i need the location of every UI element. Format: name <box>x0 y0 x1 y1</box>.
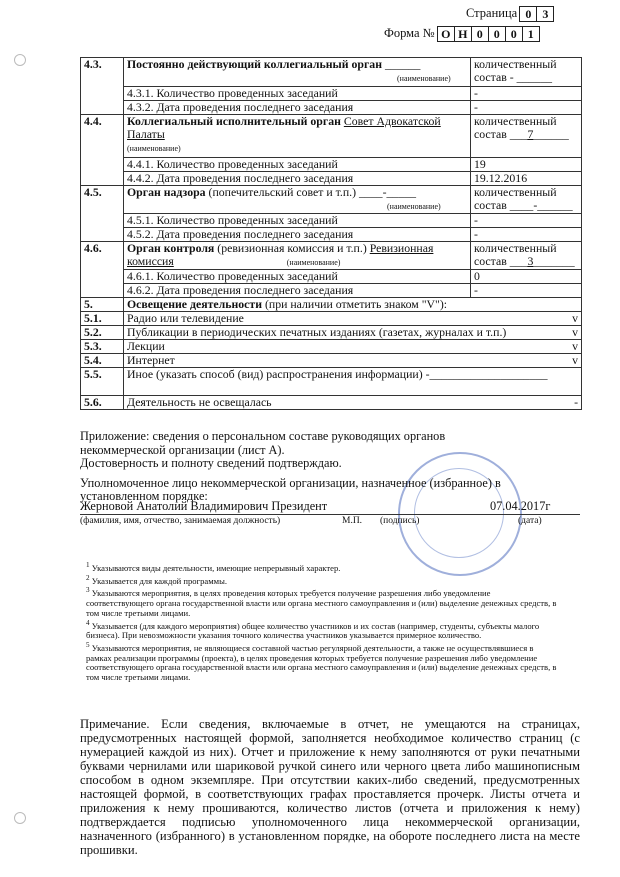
org-cell: Постоянно действующий коллегиальный орган ______ (наименование) <box>124 58 471 87</box>
table-row <box>81 186 582 214</box>
org-title-note: (попечительский совет и т.п.) <box>208 185 357 199</box>
footnote-text: Указываются виды деятельности, имеющие непрерывный характер. <box>91 562 341 573</box>
section-title: Освещение деятельности <box>127 297 262 311</box>
footnote-marker: 1 <box>86 561 90 569</box>
org-title: Орган надзора <box>127 185 206 199</box>
sub-value: - <box>471 214 582 228</box>
page-digit: 3 <box>536 6 554 22</box>
signature-caption: (подпись) <box>380 515 420 526</box>
media-label: Публикации в периодических печатных изданиях (газетах, журналах и т.п.) <box>127 325 507 339</box>
sub-value: 19.12.2016 <box>471 172 582 186</box>
row-number: 5.6. <box>81 396 124 410</box>
field-hint: (наименование) <box>127 144 181 153</box>
sub-item: 4.5.1. Количество проведенных заседаний <box>124 214 471 228</box>
table-row <box>81 298 582 312</box>
sub-item: 4.3.1. Количество проведенных заседаний <box>124 87 471 101</box>
field-hint: (наименование) <box>397 74 451 83</box>
governance-table <box>80 57 582 410</box>
row-number: 5.2. <box>81 326 124 340</box>
name-caption: (фамилия, имя, отчество, занимаемая должность) <box>80 515 281 526</box>
field-hint: (наименование) <box>387 202 441 211</box>
footnote-marker: 3 <box>86 586 90 595</box>
sub-item: 4.4.2. Дата проведения последнего заседания <box>124 172 471 186</box>
row-number: 5. <box>81 298 124 312</box>
media-cell <box>124 326 582 340</box>
section-cell <box>124 298 582 312</box>
signer-name: Жерновой Анатолий Владимирович Президент <box>80 499 328 513</box>
media-label: Иное (указать способ (вид) распространения информации) <box>127 367 423 381</box>
table-row <box>81 228 582 242</box>
media-cell <box>124 396 582 410</box>
org-name-value: Ревизионная комиссия <box>127 241 434 268</box>
footnote-marker: 4 <box>86 618 90 627</box>
count-label: количественный <box>474 114 557 128</box>
table-row <box>81 368 582 396</box>
table-row <box>81 326 582 340</box>
footnote <box>86 574 560 587</box>
authorized-person-text: установленном порядке: <box>80 489 208 503</box>
sub-item: 4.5.2. Дата проведения последнего заседания <box>124 228 471 242</box>
row-number: 5.5. <box>81 368 124 396</box>
page-digit: 0 <box>519 6 537 22</box>
seal-caption: М.П. <box>342 515 363 526</box>
media-label: Лекции <box>127 339 165 353</box>
count-value: - <box>533 198 538 212</box>
org-title: Постоянно действующий коллегиальный орган <box>127 57 382 71</box>
footnote-text: Указывается для каждой программы. <box>91 575 228 586</box>
sub-value: - <box>471 101 582 115</box>
signature-line <box>80 500 580 527</box>
org-title: Орган контроля <box>127 241 215 255</box>
org-name-value: Совет Адвокатской Палаты <box>127 114 441 141</box>
table-row <box>81 312 582 326</box>
page-label: Страница <box>466 6 518 20</box>
footnote-marker: 2 <box>86 573 90 582</box>
table-row <box>81 284 582 298</box>
form-digit: 0 <box>505 26 523 42</box>
section-note: (при наличии отметить знаком "V"): <box>264 297 448 311</box>
table-row <box>81 354 582 368</box>
table-row <box>81 87 582 101</box>
media-label: Интернет <box>127 353 175 367</box>
table-row <box>81 115 582 158</box>
footnote <box>86 619 560 641</box>
table-row <box>81 101 582 115</box>
count-cell: количественный состав ___3_______ <box>471 242 582 270</box>
sub-value: - <box>471 284 582 298</box>
check-mark: v <box>572 325 578 339</box>
punch-hole <box>14 54 26 66</box>
count-label: состав <box>474 198 507 212</box>
count-value: 3 <box>527 254 534 268</box>
footnote-text: Указываются мероприятия, не являющиеся составной частью регулярной деятельности, а также не осуществлявшиеся в рамках реализации программы (проекта), в целях проведения которых требуется получение разрешения либо уведомление соответствующего органа государственной власти или органа местного самоуправления и (или) выделение денежных средств, в том числе третьими лицами. <box>86 642 557 683</box>
date-caption: (дата) <box>518 515 542 526</box>
count-label: количественный <box>474 185 557 199</box>
sub-value: 0 <box>471 270 582 284</box>
media-cell <box>124 312 582 326</box>
row-number: 5.1. <box>81 312 124 326</box>
count-value: 7 <box>527 127 534 141</box>
check-mark: - <box>574 395 578 409</box>
field-hint: (наименование) <box>286 258 341 267</box>
page-number <box>466 6 554 22</box>
remark-paragraph: Примечание. Если сведения, включаемые в отчет, не умещаются на страницах, предусмотренных настоящей формой, заполняется необходимое количество страниц (с нумерацией каждой из них). Отчет и приложение к нему заполняются от руки печатными буквами чернилами или шариковой ручкой синего или черного цвета либо машинописным способом в одном экземпляре. При отсутствии каких-либо сведений, предусмотренных настоящей формой, в соответствующих графах проставляется прочерк. Листы отчета и приложения к нему прошиваются, количество листов (отчета и приложения к нему) подтверждается подписью уполномоченного лица некоммерческой организации, назначенного (избранного) в установленном порядке, на обороте последнего листа на месте прошивки. <box>80 717 580 857</box>
count-label: состав <box>474 127 507 141</box>
count-cell: количественный состав ____-______ <box>471 186 582 214</box>
sub-item: 4.6.2. Дата проведения последнего заседания <box>124 284 471 298</box>
count-label: количественный состав - <box>474 57 557 84</box>
count-label: количественный <box>474 241 557 255</box>
media-cell: Иное (указать способ (вид) распространения информации) -____________________ <box>124 368 582 396</box>
sub-item: 4.3.2. Дата проведения последнего заседания <box>124 101 471 115</box>
row-number: 4.6. <box>81 242 124 298</box>
org-cell <box>124 242 471 270</box>
other-value: - <box>425 367 430 381</box>
check-mark: v <box>572 311 578 325</box>
sub-value: 19 <box>471 158 582 172</box>
form-digit: 1 <box>522 26 540 42</box>
media-label: Деятельность не освещалась <box>127 395 272 409</box>
footnote-text: Указываются мероприятия, в целях проведения которых требуется получение разрешения либо уведомление соответствующего органа государственной власти или органа местного самоуправления и (или) выделение денежных средств, в том числе третьими лицами. <box>86 588 557 618</box>
form-digit: О <box>437 26 455 42</box>
count-cell: количественный состав ___7______ <box>471 115 582 158</box>
org-cell <box>124 115 471 158</box>
check-mark: v <box>572 353 578 367</box>
table-row <box>81 58 582 87</box>
table-row <box>81 270 582 284</box>
media-cell <box>124 340 582 354</box>
attachment-block <box>80 430 580 504</box>
row-number: 4.5. <box>81 186 124 242</box>
row-number: 4.3. <box>81 58 124 115</box>
row-number: 5.3. <box>81 340 124 354</box>
row-number: 4.4. <box>81 115 124 186</box>
form-digit: 0 <box>471 26 489 42</box>
org-cell: Орган надзора (попечительский совет и т.п.) ____-_____ (наименование) <box>124 186 471 214</box>
check-mark: v <box>572 339 578 353</box>
media-label: Радио или телевидение <box>127 311 244 325</box>
footnote <box>86 586 560 618</box>
footnote-text: Указывается (для каждого мероприятия) общее количество участников и их состав (например, студенты, субъекты малого бизнеса). При невозможности указания точного количества участников указывается примерное количество. <box>86 620 540 641</box>
footnote-marker: 5 <box>86 641 90 650</box>
footnote <box>86 641 560 683</box>
table-row <box>81 214 582 228</box>
row-number: 5.4. <box>81 354 124 368</box>
form-digit: Н <box>454 26 472 42</box>
sub-value: - <box>471 228 582 242</box>
media-cell <box>124 354 582 368</box>
punch-hole <box>14 812 26 824</box>
org-title: Коллегиальный исполнительный орган <box>127 114 341 128</box>
footnote <box>86 561 560 574</box>
attachment-text: Приложение: сведения о персональном составе руководящих органов <box>80 429 446 443</box>
table-row <box>81 396 582 410</box>
footnotes <box>86 561 560 683</box>
form-label: Форма № <box>384 26 435 40</box>
authorized-person-text: Уполномоченное лицо некоммерческой организации, назначенное (избранное) в <box>80 475 501 490</box>
confirmation-text: Достоверность и полноту сведений подтверждаю. <box>80 456 342 470</box>
form-number <box>384 26 540 42</box>
form-digit: 0 <box>488 26 506 42</box>
signature-date: 07.04.2017г <box>490 499 551 513</box>
sub-item: 4.6.1. Количество проведенных заседаний <box>124 270 471 284</box>
table-row <box>81 158 582 172</box>
table-row <box>81 172 582 186</box>
org-title-note: (ревизионная комиссия и т.п.) <box>217 241 367 255</box>
sub-value: - <box>471 87 582 101</box>
table-row <box>81 340 582 354</box>
sub-item: 4.4.1. Количество проведенных заседаний <box>124 158 471 172</box>
count-cell: количественный состав - ______ <box>471 58 582 87</box>
org-name-value: - <box>382 185 387 199</box>
count-label: состав <box>474 254 507 268</box>
table-row <box>81 242 582 270</box>
attachment-text: некоммерческой организации (лист А). <box>80 442 285 457</box>
